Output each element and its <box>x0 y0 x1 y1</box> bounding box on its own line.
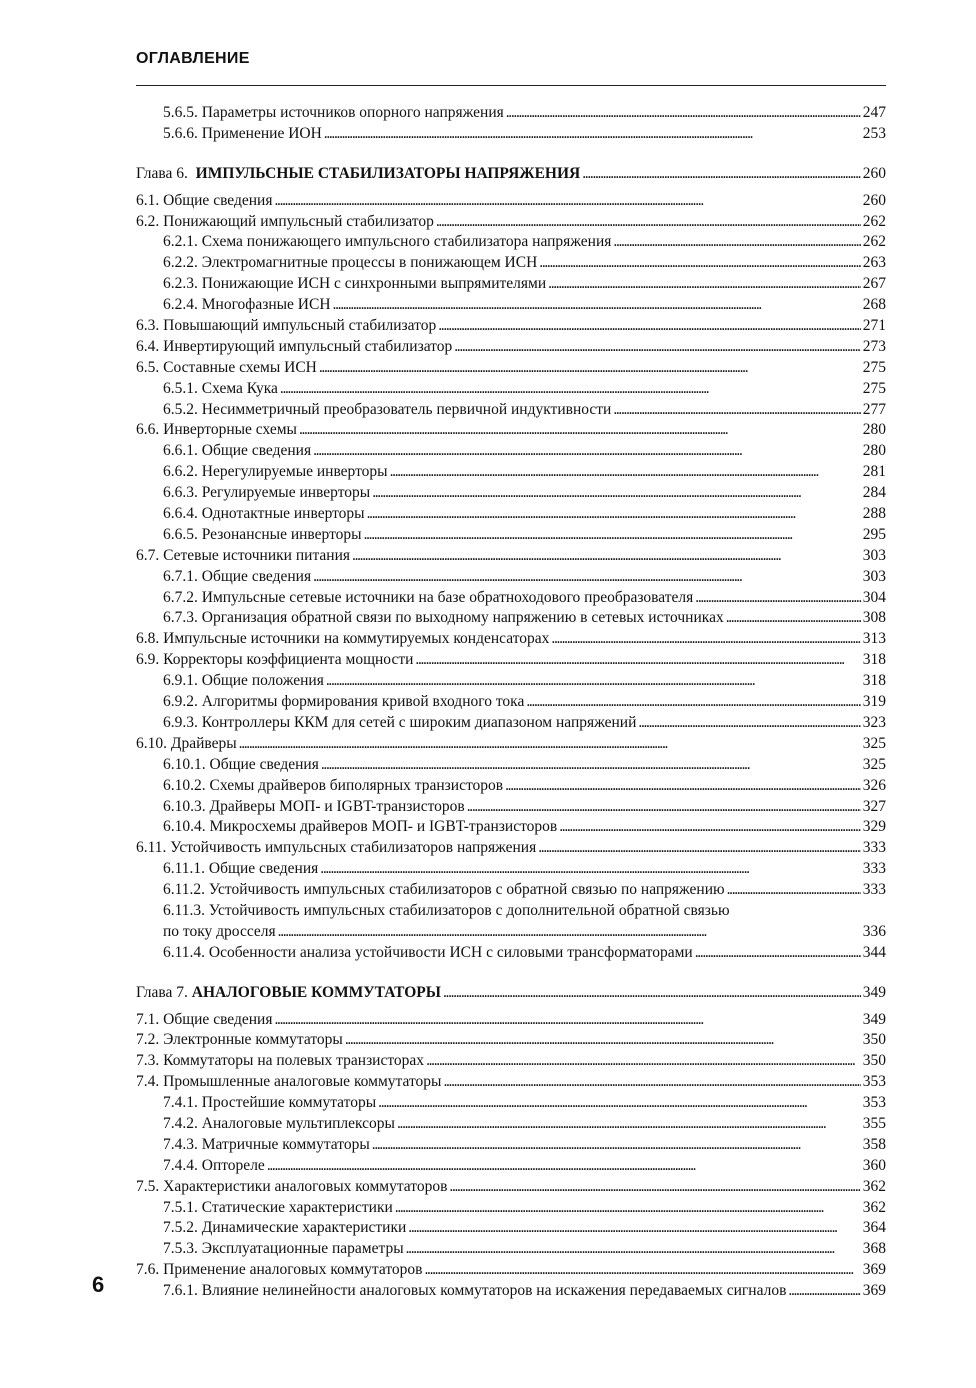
toc-entry-title: 6.11.1. Общие сведения <box>163 860 319 878</box>
toc-entry[interactable] <box>136 420 886 441</box>
dot-leader <box>324 124 861 145</box>
toc-entry-title: 6.7. Сетевые источники питания <box>136 546 351 564</box>
toc-entry[interactable] <box>136 1010 886 1031</box>
toc-entry[interactable] <box>136 212 886 233</box>
toc-entry-title: 6.11. Устойчивость импульсных стабилизаторов напряжения <box>136 839 537 857</box>
dot-leader <box>378 1093 861 1114</box>
dot-leader <box>408 1218 860 1239</box>
dot-leader <box>397 1114 861 1135</box>
header-divider <box>136 85 886 86</box>
toc-entry-page: 247 <box>862 104 886 121</box>
dot-leader <box>372 1135 861 1156</box>
toc-entry[interactable] <box>136 567 886 588</box>
dot-leader <box>390 462 861 483</box>
toc-entry[interactable] <box>136 1281 886 1302</box>
toc-entry-title: 7.2. Электронные коммутаторы <box>136 1031 343 1049</box>
toc-entry[interactable] <box>136 295 886 316</box>
toc-entry[interactable] <box>136 943 886 964</box>
toc-entry[interactable] <box>136 337 886 358</box>
page-header-title: ОГЛАВЛЕНИЕ <box>136 50 250 67</box>
dot-leader <box>506 103 861 124</box>
toc-entry-page: 344 <box>862 943 886 961</box>
toc-entry-page: 275 <box>862 358 886 376</box>
toc-entry-page: 325 <box>862 734 886 752</box>
toc-entry[interactable] <box>136 1072 886 1093</box>
toc-entry[interactable] <box>136 880 886 901</box>
toc-entry-page: 273 <box>862 337 886 355</box>
toc-entry[interactable] <box>136 1260 886 1281</box>
dot-leader <box>313 441 861 462</box>
dot-leader <box>526 692 860 713</box>
toc-entry-title: 6.6.2. Нерегулируемые инверторы <box>163 463 388 481</box>
toc-entry[interactable] <box>136 546 886 567</box>
toc-entry[interactable] <box>136 253 886 274</box>
dot-leader <box>280 379 861 400</box>
toc-entry[interactable] <box>136 713 886 734</box>
toc-entry-page: 318 <box>862 651 886 669</box>
toc-entry[interactable] <box>136 671 886 692</box>
toc-entry[interactable] <box>136 379 886 400</box>
toc-entry-page: 277 <box>862 400 886 418</box>
toc-entry-page: 280 <box>862 442 886 460</box>
dot-leader <box>727 880 861 901</box>
toc-entry-page: 349 <box>862 1010 886 1028</box>
dot-leader <box>299 420 861 441</box>
toc-entry-page: 303 <box>862 567 886 585</box>
dot-leader <box>313 567 861 588</box>
dot-leader <box>695 588 860 609</box>
dot-leader <box>274 191 860 212</box>
toc-entry-page: 327 <box>862 797 886 815</box>
dot-leader <box>582 164 861 185</box>
toc-entry-page: 329 <box>862 818 886 836</box>
toc-entry-page: 325 <box>862 755 886 773</box>
toc-entry-title: 6.10.2. Схемы драйверов биполярных транзисторов <box>163 776 504 794</box>
toc-entry-page: 288 <box>862 505 886 523</box>
dot-leader <box>438 316 861 337</box>
toc-entry-title: 6.11.4. Особенности анализа устойчивости ИСН с силовыми трансформаторами <box>163 943 693 961</box>
toc-entry-title: 6.2.2. Электромагнитные процессы в понижающем ИСН <box>163 254 538 272</box>
toc-chapter-7[interactable] <box>136 983 886 1004</box>
toc-entry-title: 6.6.5. Резонансные инверторы <box>163 525 362 543</box>
toc-entry-title: 6.6.3. Регулируемые инверторы <box>163 484 371 502</box>
toc-entry-page: 260 <box>862 191 886 209</box>
toc-entry-page: 355 <box>862 1114 886 1132</box>
toc-entry[interactable] <box>136 124 886 145</box>
toc-entry[interactable] <box>136 1135 886 1156</box>
toc-entry[interactable] <box>136 400 886 421</box>
toc-entry[interactable] <box>136 692 886 713</box>
dot-leader <box>613 400 860 421</box>
dot-leader <box>367 504 861 525</box>
dot-leader <box>372 483 861 504</box>
toc-entry-title: 7.5.1. Статические характеристики <box>163 1198 393 1216</box>
toc-entry-page: 358 <box>862 1135 886 1153</box>
dot-leader <box>395 1198 861 1219</box>
toc-entry-title: 7.4.4. Оптореле <box>163 1156 265 1174</box>
toc-entry-page: 280 <box>862 421 886 439</box>
toc-entry[interactable] <box>136 1198 886 1219</box>
toc-entry-page: 295 <box>862 525 886 543</box>
toc-entry-page: 318 <box>862 672 886 690</box>
dot-leader <box>538 838 861 859</box>
toc-entry[interactable] <box>136 462 886 483</box>
dot-leader <box>548 274 861 295</box>
toc-entry-title: 5.6.6. Применение ИОН <box>163 124 322 142</box>
dot-leader <box>613 232 860 253</box>
toc-chapter-title <box>136 164 580 185</box>
toc-entry-title-continued: по току дросселя <box>163 922 276 940</box>
toc-entry[interactable] <box>136 776 886 797</box>
toc-entry-title: 7.4.1. Простейшие коммутаторы <box>163 1094 377 1112</box>
toc-entry-title: 6.7.1. Общие сведения <box>163 567 312 585</box>
toc-entry-title: 5.6.5. Параметры источников опорного напряжения <box>163 104 504 121</box>
toc-entry[interactable] <box>136 629 886 650</box>
toc-entry-title: 6.7.3. Организация обратной связи по выходному напряжению в сетевых источниках <box>163 609 724 627</box>
dot-leader <box>333 295 861 316</box>
toc-entry[interactable] <box>136 525 886 546</box>
table-of-contents <box>136 103 886 1302</box>
toc-entry-page: 360 <box>862 1156 886 1174</box>
toc-entry[interactable] <box>136 1030 886 1051</box>
dot-leader <box>454 337 861 358</box>
toc-entry-title: 6.2.3. Понижающие ИСН с синхронными выпрямителями <box>163 275 547 293</box>
toc-entry-page: 333 <box>862 860 886 878</box>
toc-entry-title: 7.6. Применение аналоговых коммутаторов <box>136 1261 423 1279</box>
toc-entry-page: 262 <box>862 233 886 251</box>
toc-entry[interactable] <box>136 441 886 462</box>
toc-entry[interactable] <box>136 1218 886 1239</box>
toc-entry-title: 7.1. Общие сведения <box>136 1010 273 1028</box>
toc-entry-title: 7.5.3. Эксплуатационные параметры <box>163 1240 404 1258</box>
toc-entry-page: 308 <box>862 609 886 627</box>
dot-leader <box>352 546 861 567</box>
toc-entry-title: 7.4. Промышленные аналоговые коммутаторы <box>136 1073 442 1091</box>
dot-leader <box>278 922 861 943</box>
dot-leader <box>345 1030 861 1051</box>
toc-entry-title: 6.4. Инвертирующий импульсный стабилизатор <box>136 337 453 355</box>
toc-entry[interactable] <box>136 274 886 295</box>
chapter-name: ИМПУЛЬСНЫЕ СТАБИЛИЗАТОРЫ НАПРЯЖЕНИЯ <box>195 164 581 182</box>
toc-entry[interactable] <box>136 103 886 124</box>
toc-entry-title: 6.6. Инверторные схемы <box>136 421 297 439</box>
dot-leader <box>319 358 861 379</box>
toc-entry-page: 349 <box>862 983 886 1001</box>
toc-entry[interactable] <box>136 859 886 880</box>
toc-entry-page: 267 <box>862 275 886 293</box>
toc-entry-title: 7.5. Характеристики аналоговых коммутаторов <box>136 1177 448 1195</box>
dot-leader <box>426 1051 861 1072</box>
toc-entry-title: 6.5. Составные схемы ИСН <box>136 358 317 376</box>
toc-entry-title: 6.10.4. Микросхемы драйверов МОП- и IGBT-транзисторов <box>163 818 558 836</box>
toc-entry-page: 368 <box>862 1240 886 1258</box>
toc-entry-title: 6.9.2. Алгоритмы формирования кривой входного тока <box>163 693 525 711</box>
toc-entry[interactable] <box>136 358 886 379</box>
dot-leader <box>364 525 861 546</box>
toc-entry-title: 7.4.2. Аналоговые мультиплексоры <box>163 1114 395 1132</box>
dot-leader <box>239 734 861 755</box>
toc-entry[interactable] <box>136 1114 886 1135</box>
toc-entry[interactable] <box>136 650 886 671</box>
toc-entry-page: 268 <box>862 296 886 314</box>
toc-entry[interactable] <box>136 1177 886 1198</box>
toc-entry-page: 364 <box>862 1219 886 1237</box>
dot-leader <box>415 650 860 671</box>
toc-entry[interactable] <box>136 797 886 818</box>
toc-entry[interactable] <box>136 191 886 212</box>
toc-entry-title: 6.7.2. Импульсные сетевые источники на базе обратноходового преобразователя <box>163 588 694 606</box>
toc-entry-title: 6.1. Общие сведения <box>136 191 273 209</box>
dot-leader <box>436 212 861 233</box>
toc-entry-page: 336 <box>862 922 886 940</box>
toc-entry[interactable] <box>136 588 886 609</box>
toc-entry[interactable] <box>136 504 886 525</box>
toc-entry-page: 319 <box>862 693 886 711</box>
dot-leader <box>467 797 861 818</box>
chapter-prefix: Глава 7. <box>136 983 188 1001</box>
page-number: 6 <box>92 1272 105 1297</box>
toc-entry-page: 333 <box>862 881 886 899</box>
toc-entry[interactable] <box>136 1156 886 1177</box>
dot-leader <box>788 1281 860 1302</box>
dot-leader <box>321 755 861 776</box>
toc-entry-title: 6.9.1. Общие положения <box>163 672 324 690</box>
toc-entry-page: 284 <box>862 484 886 502</box>
toc-entry-page: 313 <box>862 630 886 648</box>
toc-entry-title: 7.3. Коммутаторы на полевых транзисторах <box>136 1052 425 1070</box>
toc-entry[interactable] <box>136 316 886 337</box>
toc-entry[interactable] <box>136 817 886 838</box>
toc-entry[interactable] <box>136 734 886 755</box>
toc-entry-title: 7.6.1. Влияние нелинейности аналоговых коммутаторов на искажения передаваемых сигналов <box>163 1282 787 1300</box>
dot-leader <box>505 776 861 797</box>
toc-entry-page: 369 <box>862 1282 886 1300</box>
toc-entry-line-2[interactable] <box>136 922 886 943</box>
dot-leader <box>326 671 861 692</box>
toc-entry-page: 260 <box>862 164 886 182</box>
dot-leader <box>551 629 860 650</box>
toc-entry-title: 6.2.4. Многофазные ИСН <box>163 296 331 314</box>
toc-entry-page: 333 <box>862 839 886 857</box>
toc-entry-title: 6.11.3. Устойчивость импульсных стабилизаторов с дополнительной обратной связью <box>163 901 730 919</box>
dot-leader <box>406 1239 861 1260</box>
dot-leader <box>267 1156 861 1177</box>
toc-entry-title: 6.10.1. Общие сведения <box>163 755 319 773</box>
toc-entry[interactable] <box>136 1093 886 1114</box>
toc-entry-page: 253 <box>862 124 886 142</box>
dot-leader <box>539 253 860 274</box>
toc-entry-title: 7.4.3. Матричные коммутаторы <box>163 1135 370 1153</box>
toc-entry-page: 304 <box>862 588 886 606</box>
dot-leader <box>726 608 861 629</box>
toc-chapter-title <box>136 983 441 1004</box>
dot-leader <box>424 1260 860 1281</box>
dot-leader <box>449 1177 860 1198</box>
toc-entry-page: 362 <box>862 1198 886 1216</box>
dot-leader <box>559 817 861 838</box>
toc-entry-page: 323 <box>862 713 886 731</box>
toc-entry-title: 6.3. Повышающий импульсный стабилизатор <box>136 317 437 335</box>
toc-entry-title: 6.6.4. Однотактные инверторы <box>163 505 365 523</box>
toc-entry-title: 6.11.2. Устойчивость импульсных стабилизаторов с обратной связью по напряжению <box>163 881 725 899</box>
toc-entry[interactable] <box>136 232 886 253</box>
toc-entry-title: 7.5.2. Динамические характеристики <box>163 1219 407 1237</box>
toc-entry-title: 6.10. Драйверы <box>136 734 237 752</box>
toc-entry-title: 6.5.2. Несимметричный преобразователь первичной индуктивности <box>163 400 612 418</box>
toc-entry[interactable] <box>136 483 886 504</box>
toc-entry[interactable] <box>136 838 886 859</box>
toc-entry-line-1[interactable] <box>136 901 886 922</box>
toc-entry-page: 303 <box>862 546 886 564</box>
toc-entry-page: 263 <box>862 254 886 272</box>
dot-leader <box>320 859 860 880</box>
toc-entry[interactable] <box>136 755 886 776</box>
toc-entry-page: 326 <box>862 776 886 794</box>
toc-entry-title: 6.6.1. Общие сведения <box>163 442 312 460</box>
toc-entry-page: 369 <box>862 1261 886 1279</box>
toc-entry-title: 6.2.1. Схема понижающего импульсного стабилизатора напряжения <box>163 233 612 251</box>
toc-entry-page: 262 <box>862 212 886 230</box>
toc-entry-title: 6.9.3. Контроллеры ККМ для сетей с широким диапазоном напряжений <box>163 713 637 731</box>
toc-entry[interactable] <box>136 1239 886 1260</box>
dot-leader <box>638 713 860 734</box>
toc-entry-page: 275 <box>862 379 886 397</box>
toc-entry-page: 353 <box>862 1094 886 1112</box>
toc-entry[interactable] <box>136 1051 886 1072</box>
dot-leader <box>274 1010 860 1031</box>
toc-entry-title: 6.8. Импульсные источники на коммутируемых конденсаторах <box>136 630 550 648</box>
toc-entry-page: 362 <box>862 1177 886 1195</box>
toc-chapter-6[interactable] <box>136 164 886 185</box>
dot-leader <box>443 1072 860 1093</box>
dot-leader <box>443 983 861 1004</box>
toc-entry-title: 6.10.3. Драйверы МОП- и IGBT-транзисторов <box>163 797 465 815</box>
toc-entry-title: 6.5.1. Схема Кука <box>163 379 278 397</box>
toc-entry-page: 350 <box>862 1052 886 1070</box>
toc-entry-page: 281 <box>862 463 886 481</box>
toc-entry[interactable] <box>136 608 886 629</box>
toc-entry-page: 353 <box>862 1073 886 1091</box>
toc-entry-page: 350 <box>862 1031 886 1049</box>
dot-leader <box>695 943 861 964</box>
toc-entry-title: 6.9. Корректоры коэффициента мощности <box>136 651 414 669</box>
toc-entry-page: 271 <box>862 317 886 335</box>
chapter-name: АНАЛОГОВЫЕ КОММУТАТОРЫ <box>191 983 441 1001</box>
chapter-prefix: Глава 6. <box>136 164 188 182</box>
toc-entry-title: 6.2. Понижающий импульсный стабилизатор <box>136 212 434 230</box>
